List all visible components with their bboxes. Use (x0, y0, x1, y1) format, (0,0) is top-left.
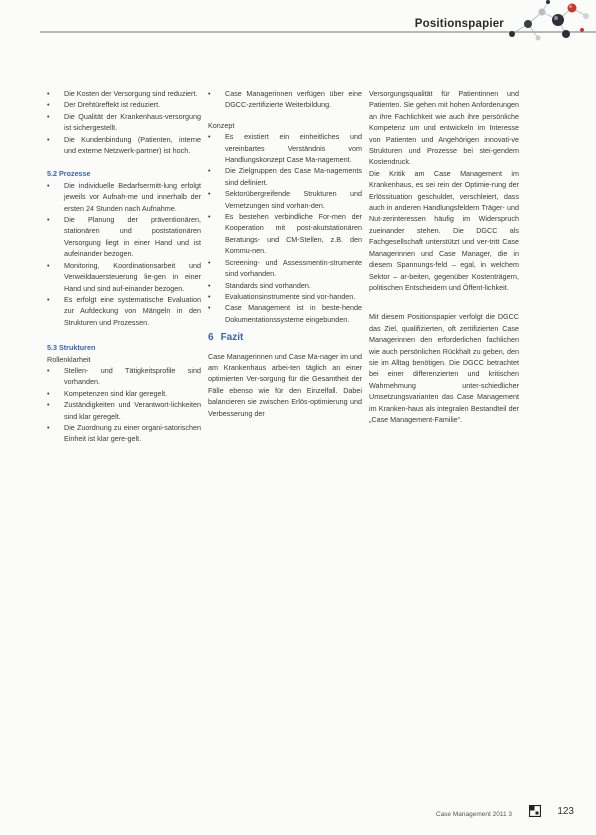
col2-list-a (208, 88, 362, 111)
column-3 (369, 88, 519, 425)
list-item: • Case Managerinnen verfügen über eine DGCC-zertifizierte Weiterbildung. (208, 88, 362, 111)
header-title: Positionspapier (414, 18, 504, 30)
journal-logo-icon (529, 805, 541, 817)
col1-list-c (47, 365, 201, 445)
list-item: • Case Management ist in beste-hende Dokumentationssysteme eingebunden. (208, 302, 362, 325)
page-number: 123 (557, 806, 574, 817)
list-item: • Es erfolgt eine systematische Evaluation zur Aufdeckung von Mängeln in den Strukturen und Prozessen. (47, 294, 201, 328)
column-1 (47, 88, 201, 445)
list-item: • Die Zuordnung zu einer organi-satorischen Einheit ist klar gere-gelt. (47, 422, 201, 445)
label-konzept: Konzept (208, 120, 235, 130)
list-item: • Es existiert ein einheitliches und vereinbartes Verständnis vom Handlungskonzept Case Ma-nagement. (208, 131, 362, 165)
list-item: • Screening- und Assessmentin-strumente sind vorhanden. (208, 257, 362, 280)
molecule-logo-icon (502, 0, 592, 46)
section-heading-fazit (208, 332, 362, 343)
section-heading-strukturen: 5.3 Strukturen (47, 343, 96, 353)
list-item: • Monitoring, Koordinationsarbeit und Verweildauersteuerung lie-gen in einer Hand und sind auf-einander bezogen. (47, 260, 201, 294)
list-item: • Der Drehtüreffekt ist reduziert. (47, 99, 201, 110)
spacer (369, 293, 519, 311)
list-item: • Die Kundenbindung (Patienten, interne und externe Netzwerk-partner) ist hoch. (47, 134, 201, 157)
list-item: • Zuständigkeiten und Verantwort-lichkeiten sind klar geregelt. (47, 399, 201, 422)
list-item: • Die individuelle Bedarfsermitt-lung erfolgt jeweils vor Aufnah-me und innerhalb der ersten 24 Stunden nach Aufnahme. (47, 180, 201, 214)
paragraph: Die Kritik am Case Management im Krankenhaus, es sei rein der Optimie-rung der Erlössituation geschuldet, verschleiert, dass auch in anderen Handlungsfeldern Träger- und Nut-zerinteressen häufig im Widerspruch zueinander stehen. Die DGCC als Fachgesellschaft unterstützt und ver-tritt Case Managerinnen und Case Manager, die in diesem Spannungs-feld – egal, in welchem Sektor – ar-beiten, gegenüber Kostenträgern, politischen Entscheidern und Öffent-lichkeit. (369, 168, 519, 292)
list-item: • Kompetenzen sind klar geregelt. (47, 388, 201, 399)
column-2 (208, 88, 362, 419)
section-title: Fazit (220, 332, 244, 344)
page-header (0, 0, 596, 50)
label-rollenklarheit: Rollenklarheit (47, 354, 91, 364)
col2-list-b (208, 131, 362, 325)
paragraph: Mit diesem Positionspapier verfolgt die DGCC das Ziel, qualifizierten, oft zertifizierten Case Managerinnen den erforderlichen fachlichen wie auch persönlichen Rückhalt zu geben, den sie im Alltag benötigen. Die DGCC betrachtet bei einer differenzierten und kritischen Wahrnehmung unter-schiedlicher Umsetzungsvarianten das Case Management im Kranken-haus als integralen Bestandteil der „Case Management-Familie“. (369, 312, 519, 424)
section-heading-prozesse: 5.2 Prozesse (47, 169, 91, 179)
col1-list-a (47, 88, 201, 156)
list-item: • Die Qualität der Krankenhaus-versorgung ist sichergestellt. (47, 111, 201, 134)
section-number: 6 (208, 332, 214, 344)
paragraph: Versorgungsqualität für Patientinnen und Patienten. Sie gehen mit hohen Anforderungen an ihre Fachlichkeit wie auch ihre persönliche Kompetenz um und entwickeln im Interesse von Patienten und Angehörigen innovati-ve Strukturen und Prozesse bei stei-gendem Kostendruck. (369, 89, 519, 167)
spacer (208, 111, 362, 120)
list-item: • Standards sind vorhanden. (208, 280, 362, 291)
col1-list-b (47, 180, 201, 328)
list-item: • Evaluationsinstrumente sind vor-handen. (208, 291, 362, 302)
journal-name: Case Management 2011 3 (435, 811, 512, 818)
page-footer (0, 800, 596, 835)
list-item: • Stellen- und Tätigkeitsprofile sind vorhanden. (47, 365, 201, 388)
list-item: • Die Kosten der Versorgung sind reduziert. (47, 88, 201, 99)
list-item: • Die Planung der präventionären, stationären und poststationären Versorgung liegt in einer Hand und ist aufeinander bezogen. (47, 214, 201, 260)
fazit-paragraph: Case Managerinnen und Case Ma-nager im und am Krankenhaus arbei-ten täglich an einer optimierten Ver-sorgung für die Gesamtheit der Fälle ebenso wie für den Einzelfall. Dabei balancieren sie zwischen Erlös-optimierung und Verbesserung der (208, 351, 362, 418)
list-item: • Die Zielgruppen des Case Ma-nagements sind definiert. (208, 165, 362, 188)
list-item: • Es bestehen verbindliche For-men der Kooperation mit post-akutstationären Beratungs- und CM-Stellen, z.B. den Kommu-nen. (208, 211, 362, 257)
list-item: • Sektorübergreifende Strukturen und Vernetzungen sind vorhan-den. (208, 188, 362, 211)
